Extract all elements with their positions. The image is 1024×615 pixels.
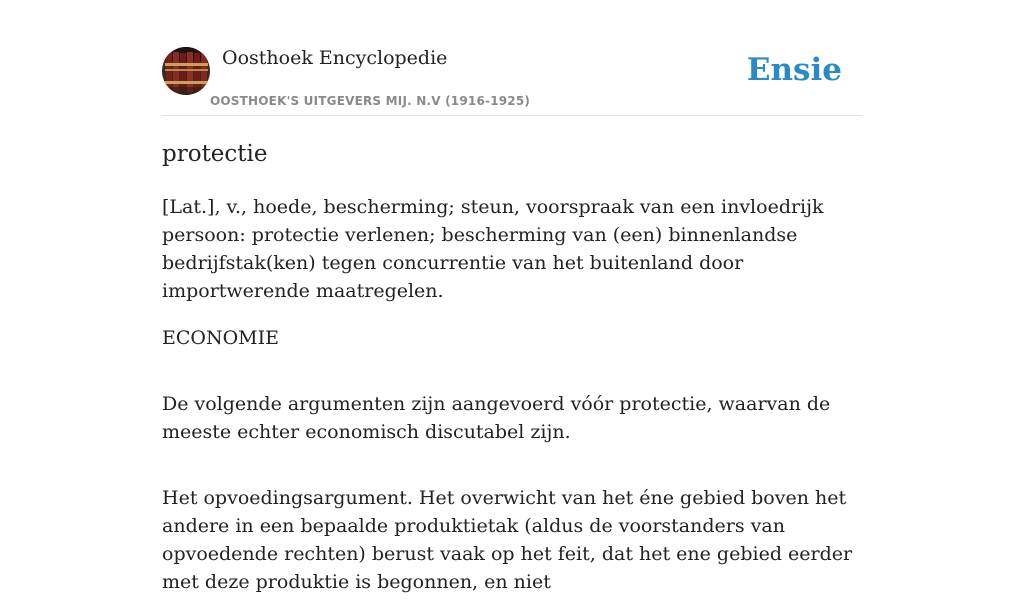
article-paragraph: Het opvoedingsargument. Het overwicht van het éne gebied boven het andere in een bepaalde produktietak (aldus de voorstanders van opvoedende rechten) berust vaak op het feit, dat het ene gebied eerder met deze produktie is begonnen, en niet bbox=[162, 487, 853, 593]
header-divider bbox=[162, 115, 862, 116]
source-header bbox=[162, 44, 862, 116]
source-title[interactable]: Oosthoek Encyclopedie bbox=[222, 47, 448, 69]
source-subtitle: OOSTHOEK'S UITGEVERS MIJ. N.V (1916-1925) bbox=[210, 94, 531, 108]
article-paragraph: De volgende argumenten zijn aangevoerd vóór protectie, waarvan de meeste echter economisch discutabel zijn. bbox=[162, 393, 831, 443]
section-heading: ECONOMIE bbox=[162, 327, 280, 349]
article-definition: [Lat.], v., hoede, bescherming; steun, voorspraak van een invloedrijk persoon: protectie verlenen; bescherming van (een) binnenlandse bedrijfstak(ken) tegen concurrentie van het buitenland door importwerende maatregelen. bbox=[162, 196, 824, 302]
article-body bbox=[162, 138, 862, 615]
brand-logo[interactable]: Ensie bbox=[746, 52, 842, 88]
article-title: protectie bbox=[162, 141, 268, 167]
encyclopedia-books-icon[interactable] bbox=[162, 47, 210, 95]
